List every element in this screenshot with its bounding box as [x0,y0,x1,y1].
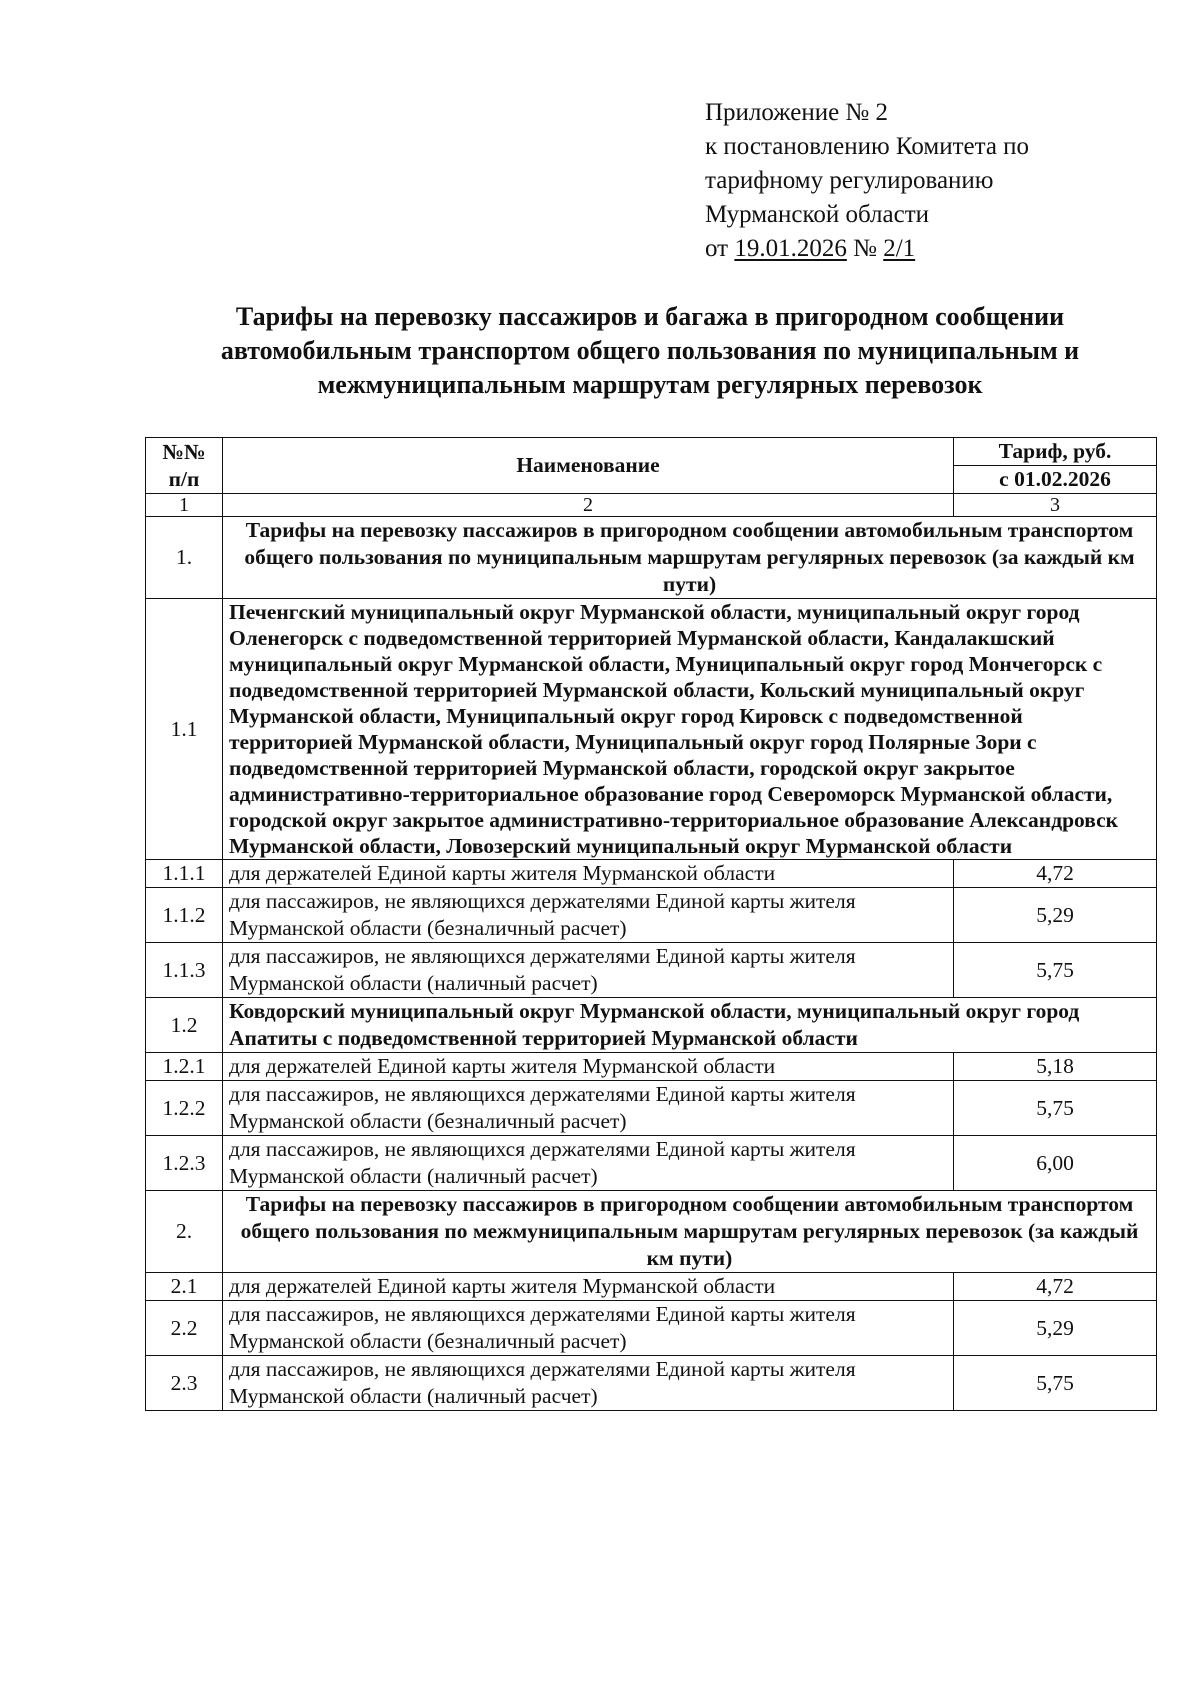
col-number-3: 3 [954,494,1157,517]
table-row [146,1356,1157,1411]
row-num: 1.2 [146,998,223,1053]
appendix-header [705,96,1029,266]
row-num: 2.2 [146,1301,223,1356]
row-num: 1. [146,517,223,599]
row-name: Печенгский муниципальный округ Мурманской области, муниципальный округ город Оленегорск с подведомственной территорией Мурманской области, Кандалакшский муниципальный округ Мурманской области, Муниципальный округ город Мончегорск с подведомственной территорией Мурманской области, Кольский муниципальный округ Мурманской области, Муниципальный округ город Кировск с подведомственной территорией Мурманской области, Муниципальный округ город Полярные Зори с подведомственной территорией Мурманской области, городской округ закрытое административно-территориальное образование город Североморск Мурманской области, городской округ закрытое административно-территориальное образование Александровск Мурманской области, Ловозерский муниципальный округ Мурманской области [223,599,1157,860]
row-value: 5,29 [954,1301,1157,1356]
table-row [146,1273,1157,1301]
appendix-line-1: Приложение № 2 [705,99,889,126]
table-row [146,860,1157,888]
header-name: Наименование [223,438,954,494]
row-name: для пассажиров, не являющихся держателями Единой карты жителя Мурманской области (наличный расчет) [223,1136,954,1191]
row-value: 5,75 [954,1356,1157,1411]
table-row [146,517,1157,599]
row-num: 1.1.3 [146,943,223,998]
row-value: 6,00 [954,1136,1157,1191]
row-name: для пассажиров, не являющихся держателями Единой карты жителя Мурманской области (наличный расчет) [223,943,954,998]
row-name: Ковдорский муниципальный округ Мурманской области, муниципальный округ город Апатиты с подведомственной территорией Мурманской области [223,998,1157,1053]
row-value: 4,72 [954,860,1157,888]
row-name: для держателей Единой карты жителя Мурманской области [223,860,954,888]
table-row [146,1301,1157,1356]
appendix-line-2: к постановлению Комитета по [705,133,1030,160]
row-name: для держателей Единой карты жителя Мурманской области [223,1273,954,1301]
table-row [146,1136,1157,1191]
table-row [146,888,1157,943]
row-value: 5,75 [954,1081,1157,1136]
table-row [146,998,1157,1053]
title-line-2: автомобильным транспортом общего пользования по муниципальным и [220,336,1080,365]
decree-number: 2/1 [883,235,916,262]
col-number-2: 2 [223,494,954,517]
number-sign: № [853,235,877,262]
row-value: 5,18 [954,1053,1157,1081]
row-num: 1.1.2 [146,888,223,943]
row-name: для пассажиров, не являющихся держателями Единой карты жителя Мурманской области (безналичный расчет) [223,1081,954,1136]
title-line-3: межмуниципальным маршрутам регулярных перевозок [317,370,983,399]
row-num: 1.1.1 [146,860,223,888]
appendix-line-3: тарифному регулированию [705,167,994,194]
appendix-date-line [705,232,1029,266]
tariff-table [145,437,1157,1411]
column-number-row [146,494,1157,517]
table-row [146,1191,1157,1273]
row-name: для пассажиров, не являющихся держателями Единой карты жителя Мурманской области (наличный расчет) [223,1356,954,1411]
row-num: 2. [146,1191,223,1273]
row-value: 5,75 [954,943,1157,998]
row-num: 2.1 [146,1273,223,1301]
header-tariff: Тариф, руб. [954,438,1157,466]
table-row [146,599,1157,860]
row-name: для пассажиров, не являющихся держателями Единой карты жителя Мурманской области (безналичный расчет) [223,888,954,943]
table-row [146,943,1157,998]
row-value: 4,72 [954,1273,1157,1301]
table-row [146,1053,1157,1081]
row-name: для держателей Единой карты жителя Мурманской области [223,1053,954,1081]
table-row [146,1081,1157,1136]
document-title [130,300,1170,402]
header-date: с 01.02.2026 [954,466,1157,494]
appendix-line-4: Мурманской области [705,201,930,228]
col-number-1: 1 [146,494,223,517]
row-num: 1.2.3 [146,1136,223,1191]
row-num: 2.3 [146,1356,223,1411]
title-line-1: Тарифы на перевозку пассажиров и багажа в пригородном сообщении [235,302,1065,331]
row-num: 1.2.2 [146,1081,223,1136]
decree-date: 19.01.2026 [734,235,847,262]
row-num: 1.2.1 [146,1053,223,1081]
date-prefix: от [705,235,729,262]
header-row [146,438,1157,466]
row-name: для пассажиров, не являющихся держателями Единой карты жителя Мурманской области (безналичный расчет) [223,1301,954,1356]
header-num: №№ п/п [146,438,223,494]
row-value: 5,29 [954,888,1157,943]
row-name: Тарифы на перевозку пассажиров в пригородном сообщении автомобильным транспортом общего пользования по муниципальным маршрутам регулярных перевозок (за каждый км пути) [223,517,1157,599]
row-name: Тарифы на перевозку пассажиров в пригородном сообщении автомобильным транспортом общего пользования по межмуниципальным маршрутам регулярных перевозок (за каждый км пути) [223,1191,1157,1273]
row-num: 1.1 [146,599,223,860]
